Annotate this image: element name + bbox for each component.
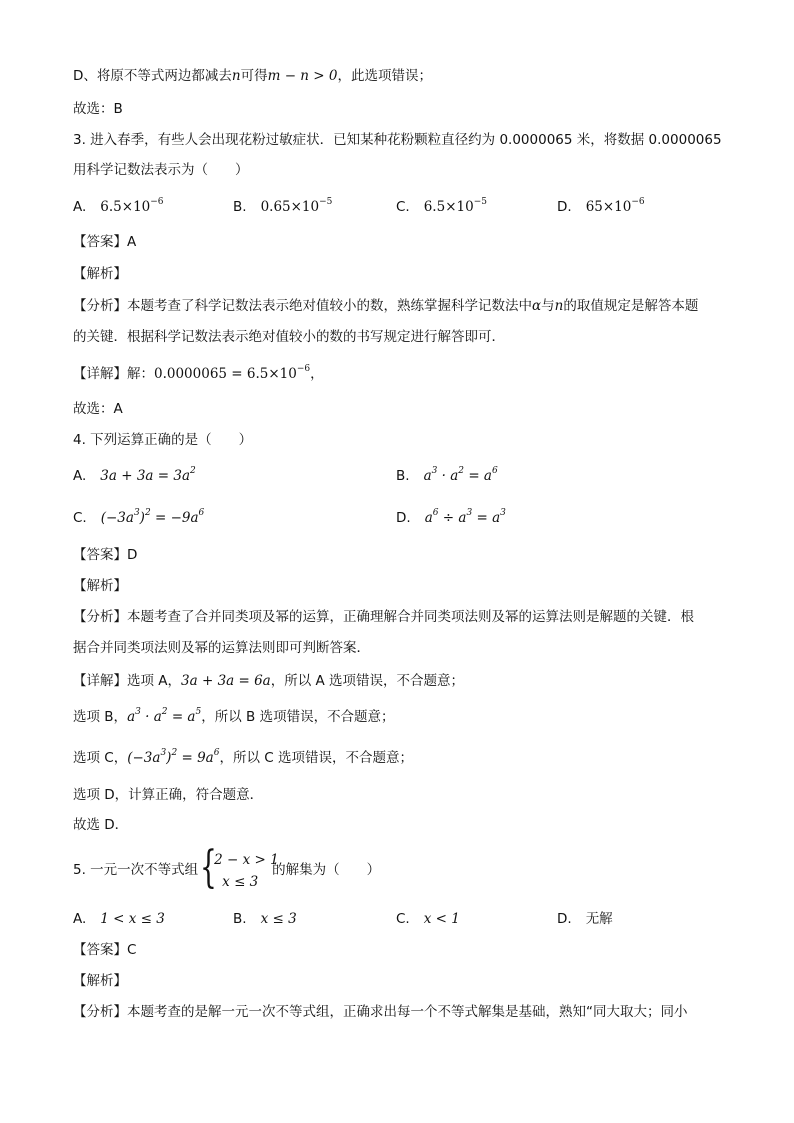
math-var: α bbox=[532, 298, 542, 314]
text-fragment: 与 bbox=[541, 298, 555, 314]
option-label: A. bbox=[73, 199, 87, 215]
math-exponent: −6 bbox=[150, 197, 164, 207]
text-fragment: ，所以 A 选项错误，不合题意； bbox=[270, 673, 465, 689]
text-fragment: D、将原不等式两边都减去 bbox=[73, 68, 232, 84]
q3-option-b bbox=[233, 197, 332, 217]
math-expression: 3a + 3a = 6a bbox=[181, 673, 271, 689]
math-exponent: −6 bbox=[631, 197, 645, 207]
text-fragment: 选项 C， bbox=[73, 750, 128, 766]
math-expression: 0.65×10 bbox=[260, 199, 320, 215]
q4-detail-b: 选项 B，$a^3 \cdot a^2 = a^5$，所以 B 选项错误，不合题意； bbox=[73, 707, 395, 725]
math-var: n bbox=[554, 298, 564, 314]
math-expression: 6.5×10 bbox=[100, 199, 151, 215]
inequality-row: x ≤ 3 bbox=[222, 874, 259, 890]
text-fragment: ， bbox=[310, 366, 324, 382]
q4-option-a: A. $3a + 3a = 3a^2$ bbox=[73, 466, 196, 484]
q4-option-b: B. $a^3 \cdot a^2 = a^6$ bbox=[396, 466, 498, 484]
option-label: B. bbox=[233, 911, 247, 927]
q5-option-d bbox=[557, 909, 613, 929]
text-fragment: ，所以 C 选项错误，不合题意； bbox=[219, 750, 413, 766]
q3-answer: 【答案】A bbox=[73, 234, 137, 250]
text-fragment: ，所以 B 选项错误，不合题意； bbox=[201, 709, 395, 725]
q3-analysis-line-2: 的关键．根据科学记数法表示绝对值较小的数的书写规定进行解答即可． bbox=[73, 329, 505, 345]
option-text: 无解 bbox=[585, 911, 613, 927]
q4-option-d: D. $a^6 \div a^3 = a^3$ bbox=[396, 508, 506, 526]
math-expression: 65×10 bbox=[585, 199, 632, 215]
q4-answer: 【答案】D bbox=[73, 547, 138, 563]
q3-detail bbox=[73, 364, 734, 384]
text-fragment: 5. 一元一次不等式组 bbox=[73, 862, 199, 878]
q3-option-a bbox=[73, 197, 164, 217]
text-fragment: 的取值规定是解答本题 bbox=[563, 298, 699, 314]
option-label: B. bbox=[233, 199, 247, 215]
conclusion-line: 故选：B bbox=[73, 101, 123, 117]
option-label: D. bbox=[557, 911, 572, 927]
option-label: C. bbox=[396, 911, 410, 927]
math-exponent: −6 bbox=[296, 364, 311, 374]
q5-analysis-line-1: 【分析】本题考查的是解一元一次不等式组，正确求出每一个不等式解集是基础，熟知“同大取大；同小 bbox=[73, 1004, 688, 1020]
question-5-stem bbox=[73, 842, 734, 893]
q5-analysis-heading: 【解析】 bbox=[73, 973, 127, 989]
option-label: A. bbox=[73, 911, 87, 927]
math-expression: 6.5×10 bbox=[423, 199, 474, 215]
q3-option-d bbox=[557, 197, 645, 217]
option-label: D. bbox=[557, 199, 572, 215]
q3-conclusion: 故选：A bbox=[73, 401, 123, 417]
text-fragment: ，此选项错误； bbox=[337, 68, 432, 84]
q4-analysis-line-2: 据合并同类项法则及幂的运算法则即可判断答案． bbox=[73, 640, 370, 656]
inequality-system bbox=[200, 842, 279, 893]
q5-option-c bbox=[396, 909, 460, 929]
left-brace-icon: { bbox=[200, 842, 217, 893]
q4-detail-d: 选项 D，计算正确，符合题意． bbox=[73, 787, 264, 803]
q4-option-c: C. $(-3a^3)^2 = -9a^6$ bbox=[73, 508, 205, 526]
math-expression: 0.0000065 = 6.5×10 bbox=[154, 366, 297, 382]
math-exponent: −5 bbox=[319, 197, 333, 207]
text-fragment: 的解集为（ ） bbox=[272, 862, 381, 878]
inequality-row: 2 − x > 1 bbox=[214, 852, 279, 868]
q5-option-a bbox=[73, 909, 165, 929]
math-expression: m − n > 0 bbox=[267, 68, 338, 84]
option-label: C. bbox=[396, 199, 410, 215]
question-3-stem-cont: 用科学记数法表示为（ ） bbox=[73, 162, 249, 178]
q3-analysis-line-1 bbox=[73, 296, 734, 316]
math-var: n bbox=[231, 68, 241, 84]
q4-conclusion: 故选 D． bbox=[73, 817, 129, 833]
math-exponent: −5 bbox=[473, 197, 487, 207]
q3-option-c bbox=[396, 197, 487, 217]
text-fragment: 选项 B， bbox=[73, 709, 128, 725]
text-fragment: 【详解】选项 A， bbox=[73, 673, 182, 689]
q5-answer: 【答案】C bbox=[73, 942, 137, 958]
text-fragment: 【分析】本题考查了科学记数法表示绝对值较小的数，熟练掌握科学记数法中 bbox=[73, 298, 532, 314]
text-line bbox=[73, 66, 734, 86]
math-expression: x ≤ 3 bbox=[260, 911, 297, 927]
text-fragment: 可得 bbox=[240, 68, 268, 84]
math-expression: x < 1 bbox=[423, 911, 460, 927]
q4-detail-c: 选项 C，$(-3a^3)^2 = 9a^6$，所以 C 选项错误，不合题意； bbox=[73, 748, 413, 766]
q4-detail-a bbox=[73, 671, 734, 691]
question-4-stem: 4. 下列运算正确的是（ ） bbox=[73, 432, 253, 448]
q3-analysis-heading: 【解析】 bbox=[73, 266, 127, 282]
q4-analysis-line-1: 【分析】本题考查了合并同类项及幂的运算，正确理解合并同类项法则及幂的运算法则是解题的关键．根 bbox=[73, 609, 694, 625]
text-fragment: 【详解】解： bbox=[73, 366, 154, 382]
q4-analysis-heading: 【解析】 bbox=[73, 578, 127, 594]
question-3-stem: 3. 进入春季，有些人会出现花粉过敏症状．已知某种花粉颗粒直径约为 0.0000065 米，将数据 0.0000065 bbox=[73, 132, 722, 148]
math-expression: 1 < x ≤ 3 bbox=[100, 911, 165, 927]
q5-option-b bbox=[233, 909, 297, 929]
